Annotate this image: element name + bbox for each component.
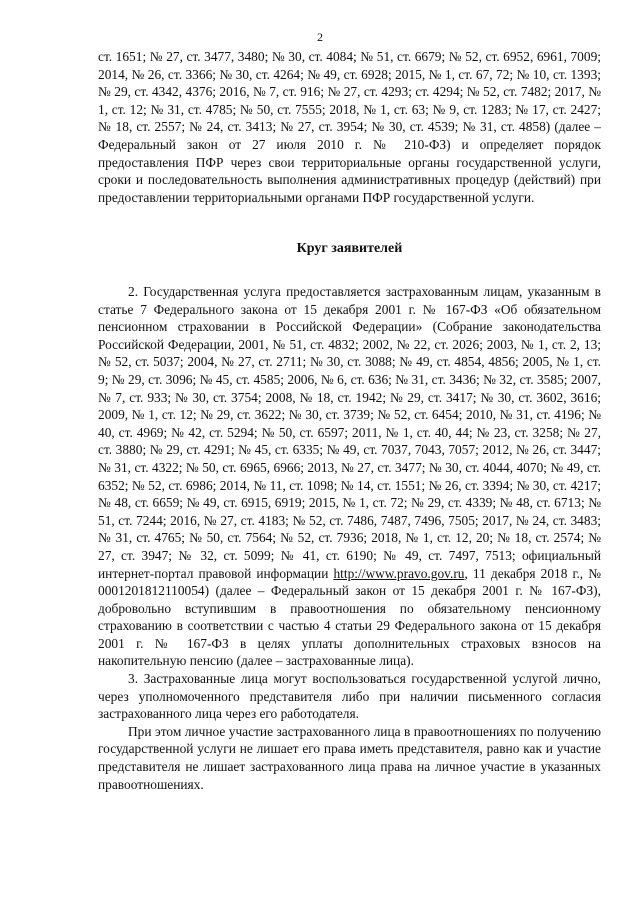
page-number: 2 [317,30,323,44]
main-text-block [98,283,601,793]
pravo-portal-link[interactable]: http://www.pravo.gov.ru [333,565,465,581]
intro-paragraph: ст. 1651; № 27, ст. 3477, 3480; № 30, ст. 4084; № 51, ст. 6679; № 52, ст. 6952, 6961, 7009; 2014, № 26, ст. 3366; № 30, ст. 4264; № 49, ст. 6928; 2015, № 1, ст. 67, 72; № 10, ст. 1393; № 29, ст. 4342, 4376; 2016, № 7, ст. 916; № 27, ст. 4293; ст. 4294; № 52, ст. 7482; 2017, № 1, ст. 12; № 31, ст. 4785; № 50, ст. 7555; 2018, № 1, ст. 63; № 9, ст. 1283; № 17, ст. 2427; № 18, ст. 2557; № 24, ст. 3413; № 27, ст. 3954; № 30, ст. 4539; № 31, ст. 4858) (далее – Федеральный закон от 27 июля 2010 г. № 210-ФЗ) и определяет порядок предоставления ПФР через свои территориальные органы государственной услуги, сроки и последовательность выполнения административных процедур (действий) при предоставлении территориальными органами ПФР государственной услуги. [98,49,601,205]
paragraph-2 [98,283,601,670]
paragraph-4: При этом личное участие застрахованного лица в правоотношениях по получению государственной услуги не лишает его права иметь представителя, равно как и участие представителя не лишает застрахованного лица права на личное участие в указанных правоотношениях. [98,723,601,792]
paragraph-2-text: 2. Государственная услуга предоставляется застрахованным лицам, указанным в статье 7 Федерального закона от 15 декабря 2001 г. № 167-ФЗ «Об обязательном пенсионном страховании в Российской Федерации» (Собрание законодательства Российской Федерации, 2001, № 51, ст. 4832; 2002, № 22, ст. 2026; 2003, № 1, ст. 2, 13; № 52, ст. 5037; 2004, № 27, ст. 2711; № 30, ст. 3088; № 49, ст. 4854, 4856; 2005, № 1, ст. 9; № 29, ст. 3096; № 45, ст. 4585; 2006, № 6, ст. 636; № 31, ст. 3436; № 32, ст. 3585; 2007, № 7, ст. 933; № 30, ст. 3754; 2008, № 18, ст. 1942; № 29, ст. 3417; № 30, ст. 3602, 3616; 2009, № 1, ст. 12; № 29, ст. 3622; № 30, ст. 3739; № 52, ст. 6454; 2010, № 31, ст. 4196; № 40, ст. 4969; № 42, ст. 5294; № 50, ст. 6597; 2011, № 1, ст. 40, 44; № 23, ст. 3258; № 27, ст. 3880; № 29, ст. 4291; № 45, ст. 6335; № 49, ст. 7037, 7043, 7057; 2012, № 26, ст. 3447; № 31, ст. 4322; № 50, ст. 6965, 6966; 2013, № 27, ст. 3477; № 30, ст. 4044, 4070; № 49, ст. 6352; № 52, ст. 6986; 2014, № 11, ст. 1098; № 14, ст. 1551; № 26, ст. 3394; № 30, ст. 4217; № 48, ст. 6659; № 49, ст. 6915, 6919; 2015, № 1, ст. 72; № 29, ст. 4339; № 48, ст. 6713; № 51, ст. 7244; 2016, № 27, ст. 4183; № 52, ст. 7486, 7487, 7496, 7505; 2017, № 24, ст. 3483; № 31, ст. 4765; № 50, ст. 7564; № 52, ст. 7936; 2018, № 1, ст. 12, 20; № 18, ст. 2574; № 27, ст. 3947; № 32, ст. 5099; № 41, ст. 6190; № 49, ст. 7497, 7513; официальный интернет-портал правовой информации [98,284,601,581]
paragraph-3: 3. Застрахованные лица могут воспользоваться государственной услугой лично, через уполномоченного представителя либо при наличии письменного согласия застрахованного лица через его работодателя. [98,671,601,722]
section-heading: Круг заявителей [296,241,403,256]
paragraph-2-text-continued: , 11 декабря 2018 г., № 0001201812110054) (далее – Федеральный закон от 15 декабря 2001 г. № 167-ФЗ), добровольно вступившим в правоотношения по обязательному пенсионному страхованию в соответствии с частью 4 статьи 29 Федерального закона от 15 декабря 2001 г. № 167-ФЗ в целях уплаты дополнительных страховых взносов на накопительную пенсию (далее – застрахованные лица). [98,565,601,669]
